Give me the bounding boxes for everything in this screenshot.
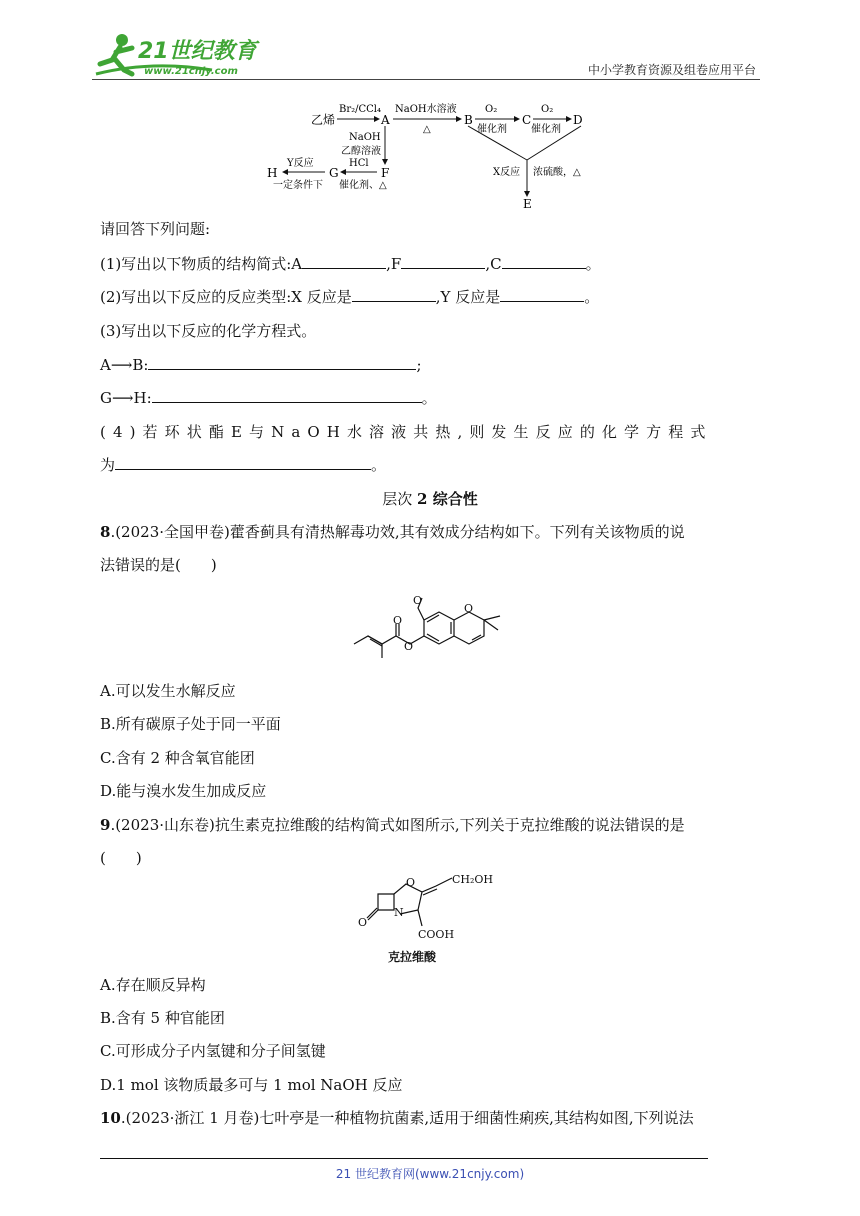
answer-blank-a[interactable] — [302, 254, 386, 269]
q8-option-d[interactable]: D.能与溴水发生加成反应 — [100, 782, 267, 800]
scheme-a: A — [381, 113, 390, 127]
scheme-cond: 一定条件下 — [273, 180, 323, 191]
platform-name: 中小学教育资源及组卷应用平台 — [587, 63, 756, 77]
arrow-icon: ⟶ — [110, 356, 133, 374]
q8-option-c[interactable]: C.含有 2 种含氧官能团 — [100, 749, 255, 767]
q8-option-a[interactable]: A.可以发生水解反应 — [100, 682, 236, 700]
q7-part1: (1)写出以下物质的结构简式:A ,F ,C 。 — [100, 255, 601, 273]
q9-option-d[interactable]: D.1 mol 该物质最多可与 1 mol NaOH 反应 — [100, 1076, 403, 1094]
scheme-conc-acid: 浓硫酸，△ — [533, 167, 581, 178]
scheme-naoh-aq: NaOH水溶液 — [395, 104, 457, 115]
scheme-reagent-br2: Br₂/CCl₄ — [339, 104, 382, 115]
q9-stem-1: 9.(2023·山东卷)抗生素克拉维酸的结构简式如图所示,下列关于克拉维酸的说法错误的是 — [100, 816, 685, 834]
scheme-heat-1: △ — [423, 124, 431, 135]
scheme-hcl: HCl — [349, 158, 369, 169]
answer-blank-c[interactable] — [502, 254, 586, 269]
scheme-cat-heat: 催化剂、△ — [339, 180, 387, 191]
q8-stem-2: 法错误的是( ) — [100, 556, 217, 574]
q9-option-b[interactable]: B.含有 5 种官能团 — [100, 1009, 225, 1027]
scheme-h: H — [267, 166, 278, 180]
answer-blank-y[interactable] — [500, 287, 584, 302]
scheme-e: E — [523, 197, 532, 210]
header-divider — [92, 79, 760, 80]
answer-blank-ab[interactable] — [148, 355, 416, 370]
scheme-f: F — [381, 166, 390, 180]
molecule-caption: 克拉维酸 — [388, 950, 437, 964]
runner-logo-icon — [92, 30, 262, 80]
svg-text:21世纪教育: 21世纪教育 — [138, 39, 257, 64]
scheme-o2-1: O₂ — [485, 104, 498, 115]
scheme-naoh: NaOH — [349, 132, 381, 143]
q7-intro: 请回答下列问题: — [100, 220, 211, 238]
reaction-scheme — [265, 98, 605, 210]
footer-link[interactable]: 21 世纪教育网(www.21cnjy.com) — [335, 1167, 525, 1181]
q7-part4-line2: 为 。 — [100, 456, 387, 474]
q7-eq-ab: A⟶B: ; — [100, 356, 422, 374]
q7-eq-gh: G⟶H: 。 — [100, 389, 437, 407]
scheme-x-rxn: X反应 — [493, 167, 521, 178]
scheme-cat-1: 催化剂 — [477, 124, 507, 135]
q7-part2: (2)写出以下反应的反应类型:X 反应是 ,Y 反应是 。 — [100, 288, 600, 306]
scheme-ethanol: 乙醇溶液 — [341, 146, 381, 157]
site-logo — [92, 30, 262, 80]
answer-blank-4[interactable] — [115, 455, 371, 470]
q7-part3: (3)写出以下反应的化学方程式。 — [100, 322, 317, 340]
scheme-d: D — [573, 113, 583, 127]
answer-blank-f[interactable] — [401, 254, 485, 269]
q9-option-a[interactable]: A.存在顺反异构 — [100, 976, 206, 994]
svg-text:www.21cnjy.com: www.21cnjy.com — [144, 66, 238, 77]
q9-option-c[interactable]: C.可形成分子内氢键和分子间氢键 — [100, 1042, 326, 1060]
scheme-c: C — [522, 113, 532, 127]
arrow-icon: ⟶ — [111, 389, 134, 407]
q8-stem-1: 8.(2023·全国甲卷)藿香蓟具有清热解毒功效,其有效成分结构如下。下列有关该物质的说 — [100, 523, 685, 541]
q9-stem-2: ( ) — [100, 849, 142, 867]
scheme-cat-2: 催化剂 — [531, 124, 561, 135]
scheme-b: B — [464, 113, 473, 127]
q10-stem-1: 10.(2023·浙江 1 月卷)七叶亭是一种植物抗菌素,适用于细菌性痢疾,其结构如图,下列说法 — [100, 1109, 694, 1127]
scheme-o2-2: O₂ — [541, 104, 554, 115]
scheme-ethylene: 乙烯 — [311, 113, 336, 127]
q9-molecule-structure: O N O CH₂OH COOH 克拉维酸 — [358, 873, 494, 964]
q7-part4-line1: (4)若环状酯E与NaOH水溶液共热,则发生反应的化学方程式 — [100, 423, 713, 441]
scheme-y-rxn: Y反应 — [287, 158, 314, 169]
footer-divider — [100, 1158, 708, 1159]
answer-blank-x[interactable] — [352, 287, 436, 302]
q8-molecule-structure: O O O O — [344, 586, 514, 670]
q8-option-b[interactable]: B.所有碳原子处于同一平面 — [100, 715, 281, 733]
answer-blank-gh[interactable] — [152, 388, 422, 403]
section-heading: 层次 2 综合性 — [382, 490, 478, 508]
scheme-g: G — [329, 166, 339, 180]
